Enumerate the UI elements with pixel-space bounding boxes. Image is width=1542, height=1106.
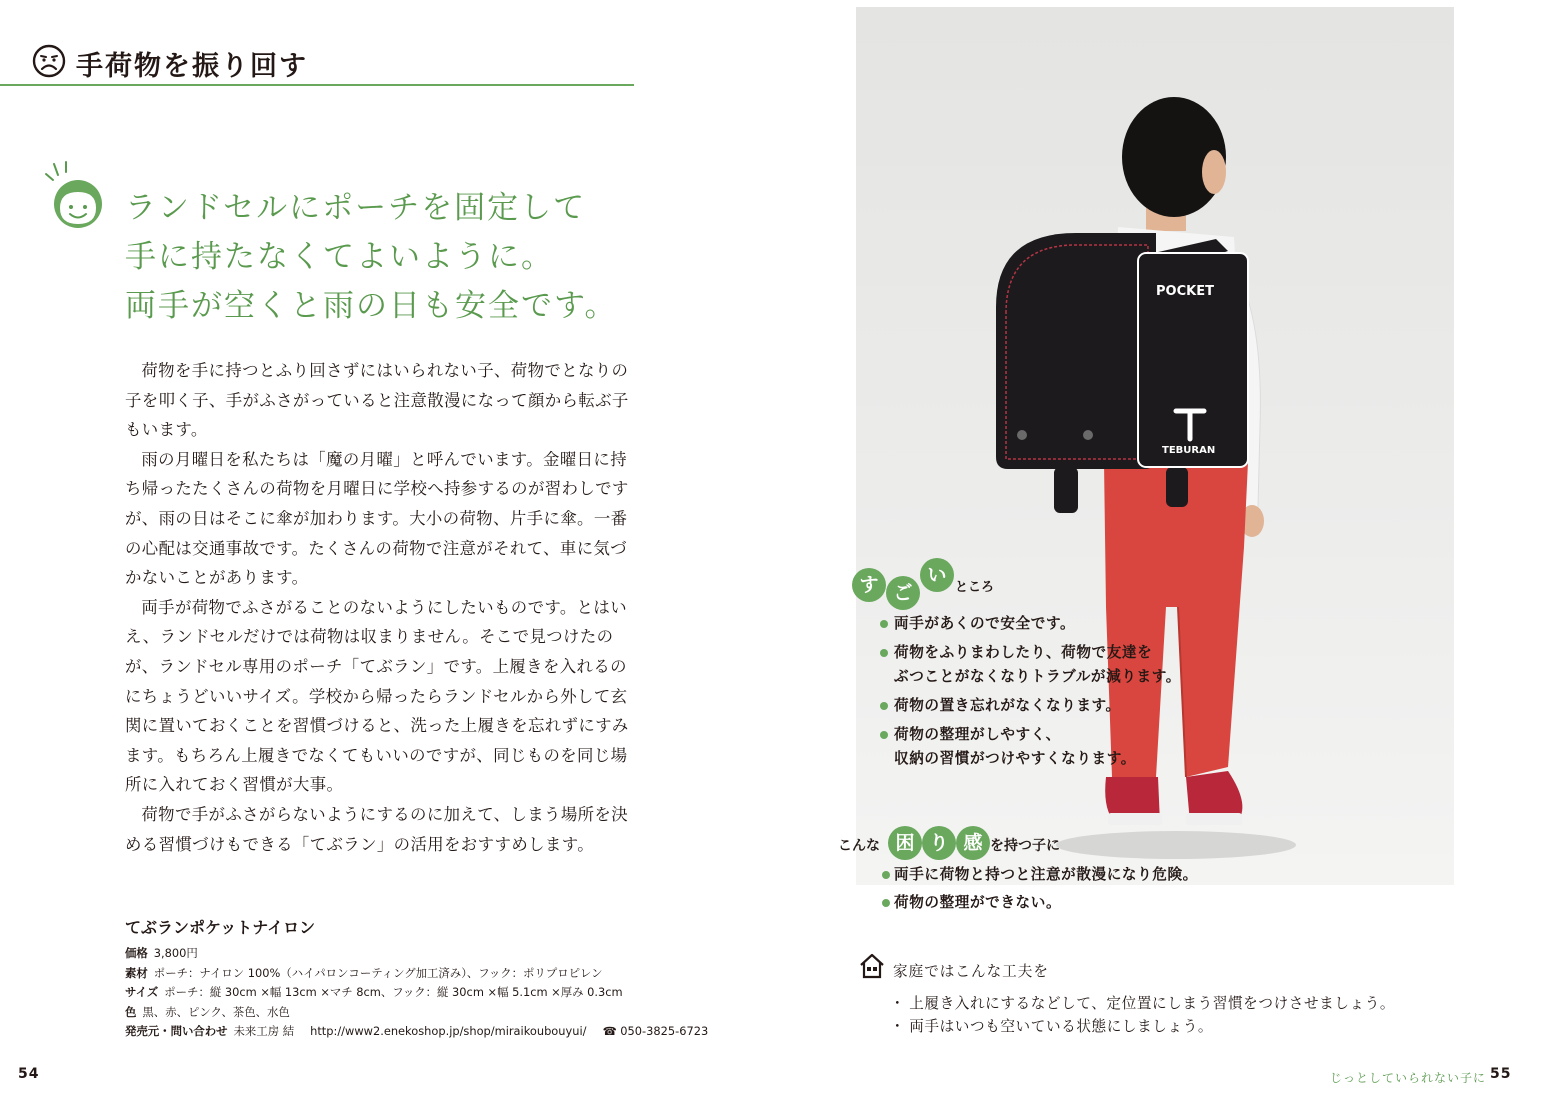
list-item: 荷物の整理ができない。 [882,891,1198,915]
list-item: 荷物をふりまわしたり、荷物で友達を ぶつことがなくなりトラブルが減ります。 [880,641,1181,689]
page-number-left: 54 [18,1066,40,1082]
headline-line: ランドセルにポーチを固定して [125,190,587,226]
sad-face-icon [32,44,66,78]
page-number-right: 55 [1490,1066,1512,1082]
komari-char: り [922,826,956,860]
product-name: てぶランポケットナイロン [125,918,316,937]
headline [125,184,618,331]
sugoi-char: す [852,568,886,602]
body-paragraph: 雨の月曜日を私たちは「魔の月曜」と呼んでいます。金曜日に持ち帰ったたくさんの荷物を月曜日に学校へ持参するのが習わしですが、雨の日はそこに傘が加わります。大小の荷物、片手に傘。一番の心配は交通事故です。たくさんの荷物で注意がそれて、車に気づかないことがあります。 [125,449,629,588]
pouch-text-bottom: TEBURAN [1162,445,1216,456]
headline-line: 手に持たなくてよいように。 [125,239,554,275]
spec-material: 素材 ポーチ：ナイロン 100%（ハイパロンコーティング加工済み）、フック：ポリプロピレン [125,965,603,980]
trouble-list [882,863,1198,919]
seller-url[interactable]: http://www2.enekoshop.jp/shop/miraikoubouyui/ [310,1024,587,1038]
happy-child-face-icon [40,158,116,234]
merit-list [880,612,1181,776]
header-rule [0,84,634,86]
spec-seller: 発売元・問い合わせ 未来工房 結 http://www2.enekoshop.jp/shop/miraikoubouyui/ ☎ 050-3825-6723 [125,1024,709,1038]
house-icon [858,952,886,980]
komari-char: 感 [956,826,990,860]
home-title: 家庭ではこんな工夫を [893,963,1049,980]
headline-line: 両手が空くと雨の日も安全です。 [125,288,618,324]
komari-post: を持つ子に [990,838,1060,854]
pouch-text-top: POCKET [1156,284,1214,299]
list-item: 荷物の置き忘れがなくなります。 [880,694,1181,718]
running-title: じっとしていられない子に [1330,1071,1487,1085]
komari-pre: こんな [838,838,880,854]
sugoi-char: ご [886,576,920,610]
list-item: ・ 両手はいつも空いている状態にしましょう。 [890,1015,1395,1038]
body-paragraph: 荷物で手がふさがらないようにするのに加えて、しまう場所を決める習慣づけもできる「てぶラン」の活用をおすすめします。 [125,804,628,854]
section-header [28,38,634,86]
product-info [125,915,745,1042]
spec-price: 価格 3,800円 [125,946,198,960]
list-item: ・ 上履き入れにするなどして、定位置にしまう習慣をつけさせましょう。 [890,992,1395,1015]
sugoi-char: い [920,558,954,592]
body-text [125,356,635,859]
sugoi-suffix: ところ [955,580,995,595]
list-item: 両手があくので安全です。 [880,612,1181,636]
list-item: 荷物の整理がしやすく、 収納の習慣がつけやすくなります。 [880,723,1181,771]
home-tips [890,992,1395,1038]
komari-heading [838,826,1138,862]
body-paragraph: 荷物を手に持つとふり回さずにはいられない子、荷物でとなりの子を叩く子、手がふさがっていると注意散漫になって顔から転ぶ子もいます。 [125,361,629,440]
spec-size: サイズ ポーチ：縦 30cm ×幅 13cm ×マチ 8cm、フック：縦 30cm ×幅 5.1cm ×厚み 0.3cm [125,985,623,999]
seller-phone: ☎ 050-3825-6723 [602,1024,709,1038]
spec-color: 色 黒、赤、ピンク、茶色、水色 [125,1004,290,1019]
body-paragraph: 両手が荷物でふさがることのないようにしたいものです。とはいえ、ランドセルだけでは荷物は収まりません。そこで見つけたのが、ランドセル専用のポーチ「てぶラン」です。上履きを入れるのにちょうどいいサイズ。学校から帰ったらランドセルから外して玄関に置いておくことを習慣づけると、洗った上履きを忘れずにすみます。もちろん上履きでなくてもいいのですが、同じものを同じ場所に入れておく習慣が大事。 [125,597,629,795]
komari-char: 困 [888,826,922,860]
sugoi-heading [850,558,1050,610]
list-item: 両手に荷物と持つと注意が散漫になり危険。 [882,863,1198,887]
section-title: 手荷物を振り回す [76,51,308,82]
